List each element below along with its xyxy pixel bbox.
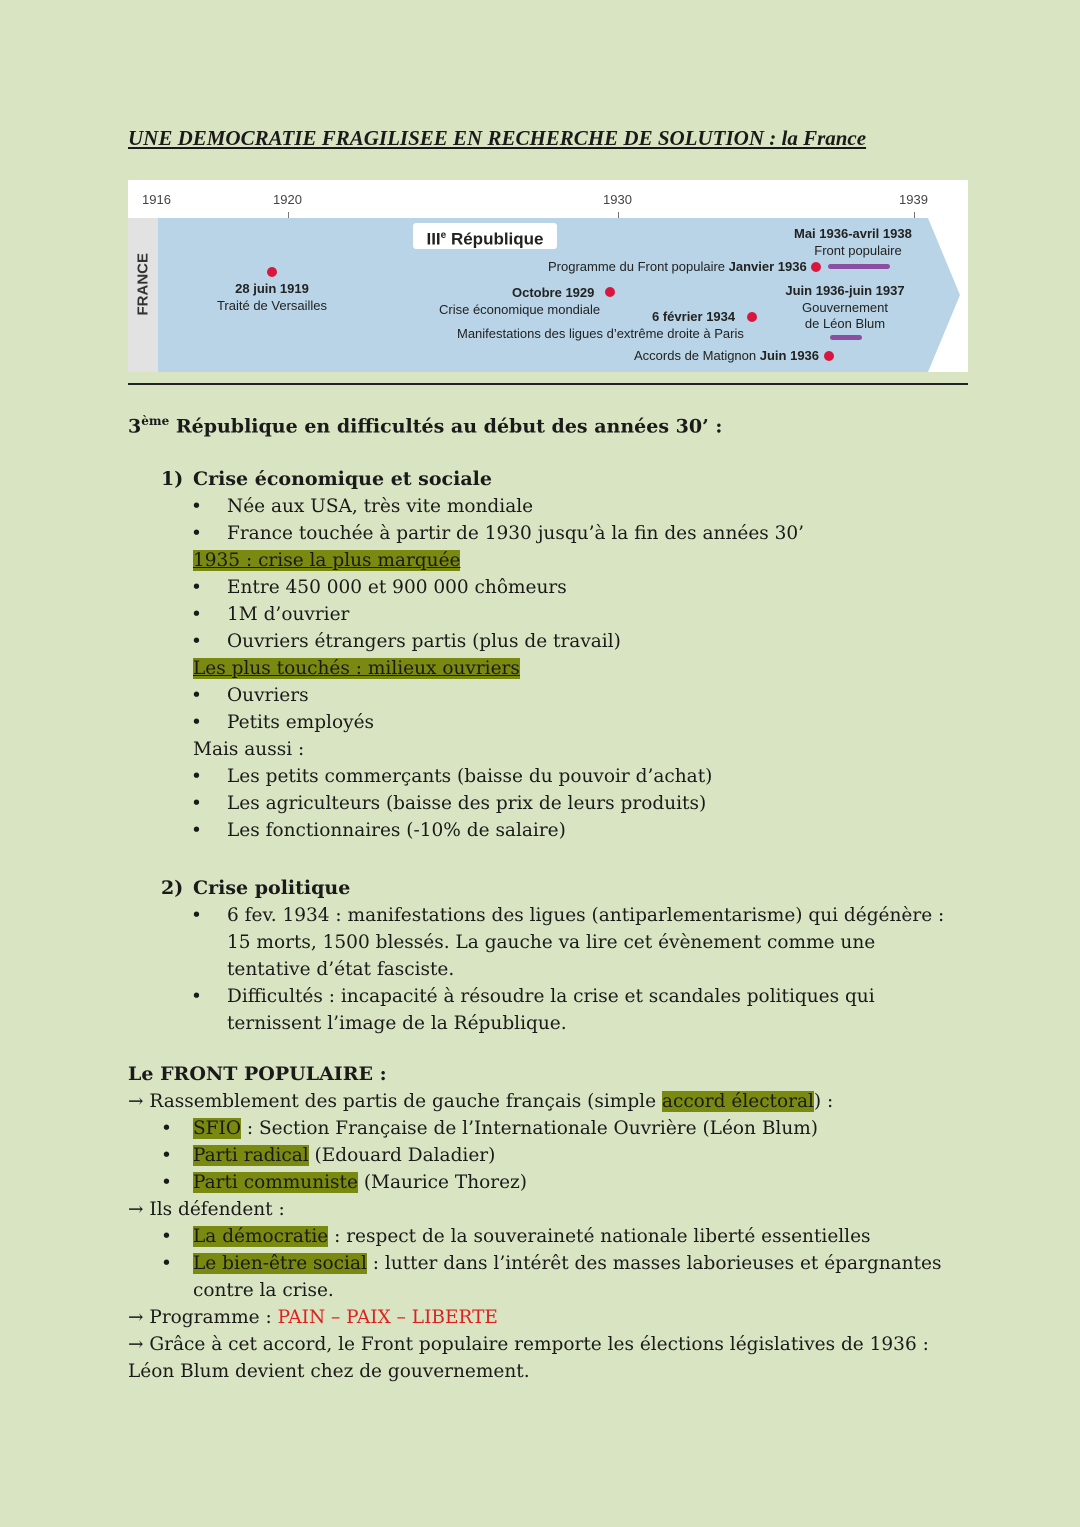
event-matignon [634, 348, 819, 364]
list-item: • Petits employés [161, 709, 961, 736]
highlight-party: Parti communiste [193, 1172, 358, 1193]
party-desc: (Edouard Daladier) [308, 1145, 496, 1166]
list-item [128, 1169, 958, 1196]
front-conclusion: → Grâce à cet accord, le Front populaire remporte les élections législatives de 1936 : Léon Blum devient chez de gouvernement. [128, 1334, 929, 1382]
event-program [548, 259, 807, 275]
event-versailles-date: 28 juin 1919 [235, 281, 309, 296]
regime-sup: e [440, 230, 447, 241]
crise-economique-section [161, 466, 961, 844]
regime-word: République [450, 229, 544, 249]
event-program-text: Programme du Front populaire [548, 259, 726, 274]
list-item: • Les petits commerçants (baisse du pouvoir d’achat) [161, 763, 961, 790]
list-item: • Née aux USA, très vite mondiale [161, 493, 961, 520]
timeline-year-1916: 1916 [142, 192, 171, 207]
event-riots-date: 6 février 1934 [652, 309, 736, 324]
list-item: • France touchée à partir de 1930 jusqu’à la fin des années 30’ [161, 520, 961, 547]
event-versailles-desc: Traité de Versailles [216, 298, 328, 313]
timeline-year-1920: 1920 [273, 192, 302, 207]
event-crisis-date: Octobre 1929 [512, 285, 595, 300]
programme-slogan: PAIN – PAIX – LIBERTE [277, 1307, 498, 1328]
programme-label: → Programme : [128, 1307, 278, 1328]
front-intro-end: ) : [813, 1091, 834, 1112]
subheading-title: Crise politique [193, 877, 351, 899]
timeline-figure [128, 180, 968, 372]
subheading-crise-eco [161, 466, 961, 493]
heading-text: République en difficultés au début des années 30’ : [169, 415, 723, 438]
bullet-list [161, 763, 961, 844]
highlight-label-row [193, 655, 961, 682]
event-blum-desc1: Gouvernement [802, 300, 888, 315]
list-item: • Les agriculteurs (baisse des prix de leurs produits) [161, 790, 961, 817]
values-list [128, 1223, 958, 1304]
list-item: • Ouvriers étrangers partis (plus de travail) [161, 628, 961, 655]
page-title: UNE DEMOCRATIE FRAGILISEE EN RECHERCHE DE SOLUTION : la France [128, 126, 867, 150]
event-dot-matignon [824, 351, 834, 361]
front-defend: → Ils défendent : [128, 1199, 285, 1220]
divider [128, 383, 968, 385]
event-crisis-desc: Crise économique mondiale [439, 302, 601, 317]
highlight-accord: accord électoral [661, 1091, 814, 1112]
event-blum-desc2: de Léon Blum [804, 316, 886, 331]
highlight-value: Le bien-être social [193, 1253, 367, 1274]
subheading-number: 2) [161, 877, 184, 899]
highlight-1935: 1935 : crise la plus marquée [193, 550, 461, 571]
timeline-year-1939: 1939 [899, 192, 928, 207]
event-matignon-date: Juin 1936 [759, 348, 820, 363]
heading-number: 3 [128, 415, 142, 438]
bullet-list [161, 682, 961, 736]
highlight-value: La démocratie [193, 1226, 329, 1247]
regime-roman: III [426, 229, 441, 249]
highlight-party: Parti radical [193, 1145, 309, 1166]
highlight-party: SFIO [193, 1118, 241, 1139]
event-dot-program [811, 262, 821, 272]
front-intro-text: → Rassemblement des partis de gauche français (simple [128, 1091, 662, 1112]
event-blum-dates: Juin 1936-juin 1937 [785, 283, 905, 298]
highlight-plus-touches: Les plus touchés : milieux ouvriers [193, 658, 520, 679]
front-intro [128, 1088, 958, 1115]
event-front-desc: Front populaire [814, 243, 902, 258]
mais-aussi-label: Mais aussi : [193, 739, 305, 760]
list-item: • 6 fev. 1934 : manifestations des ligues (antiparlementarisme) qui dégénère : 15 morts, 1500 blessés. La gauche va lire cet évènement comme une tentative d’état fasciste. [161, 902, 961, 983]
bullet-list [161, 574, 961, 655]
timeline-year-1930: 1930 [603, 192, 632, 207]
value-desc: : lutter dans l’intérêt des masses laborieuses et épargnantes contre la crise. [193, 1253, 942, 1301]
party-desc: : Section Française de l’Internationale Ouvrière (Léon Blum) [240, 1118, 819, 1139]
list-item: • Les fonctionnaires (-10% de salaire) [161, 817, 961, 844]
bullet-list [161, 902, 961, 1037]
list-item [128, 1250, 958, 1304]
section-heading [128, 414, 722, 437]
crise-politique-section [161, 875, 961, 1037]
list-item: • Difficultés : incapacité à résoudre la crise et scandales politiques qui ternissent l’image de la République. [161, 983, 961, 1037]
front-heading: Le FRONT POPULAIRE : [128, 1063, 387, 1085]
subheading-title: Crise économique et sociale [193, 468, 492, 490]
subheading-number: 1) [161, 468, 184, 490]
event-dot-riots [747, 312, 757, 322]
heading-sup: ème [141, 414, 170, 428]
party-desc: (Maurice Thorez) [357, 1172, 528, 1193]
country-label: FRANCE [134, 253, 152, 316]
value-desc: : respect de la souveraineté nationale liberté essentielles [328, 1226, 871, 1247]
list-item [128, 1115, 958, 1142]
regime-label [413, 223, 557, 249]
period-bar-front [828, 264, 890, 269]
parties-list [128, 1115, 958, 1196]
list-item: • Ouvriers [161, 682, 961, 709]
event-dot-crisis [605, 287, 615, 297]
list-item: • 1M d’ouvrier [161, 601, 961, 628]
bullet-list [161, 493, 961, 547]
subheading-crise-pol [161, 875, 961, 902]
list-item [128, 1142, 958, 1169]
event-program-date: Janvier 1936 [728, 259, 807, 274]
event-riots-desc: Manifestations des ligues d’extrême droite à Paris [457, 326, 744, 341]
event-front-dates: Mai 1936-avril 1938 [794, 226, 912, 241]
list-item [128, 1223, 958, 1250]
front-programme [128, 1304, 958, 1331]
list-item: • Entre 450 000 et 900 000 chômeurs [161, 574, 961, 601]
highlight-label-row [193, 547, 961, 574]
event-dot-versailles [267, 267, 277, 277]
period-bar-blum [830, 335, 862, 340]
event-matignon-text: Accords de Matignon [634, 348, 757, 363]
front-populaire-section [128, 1061, 958, 1385]
